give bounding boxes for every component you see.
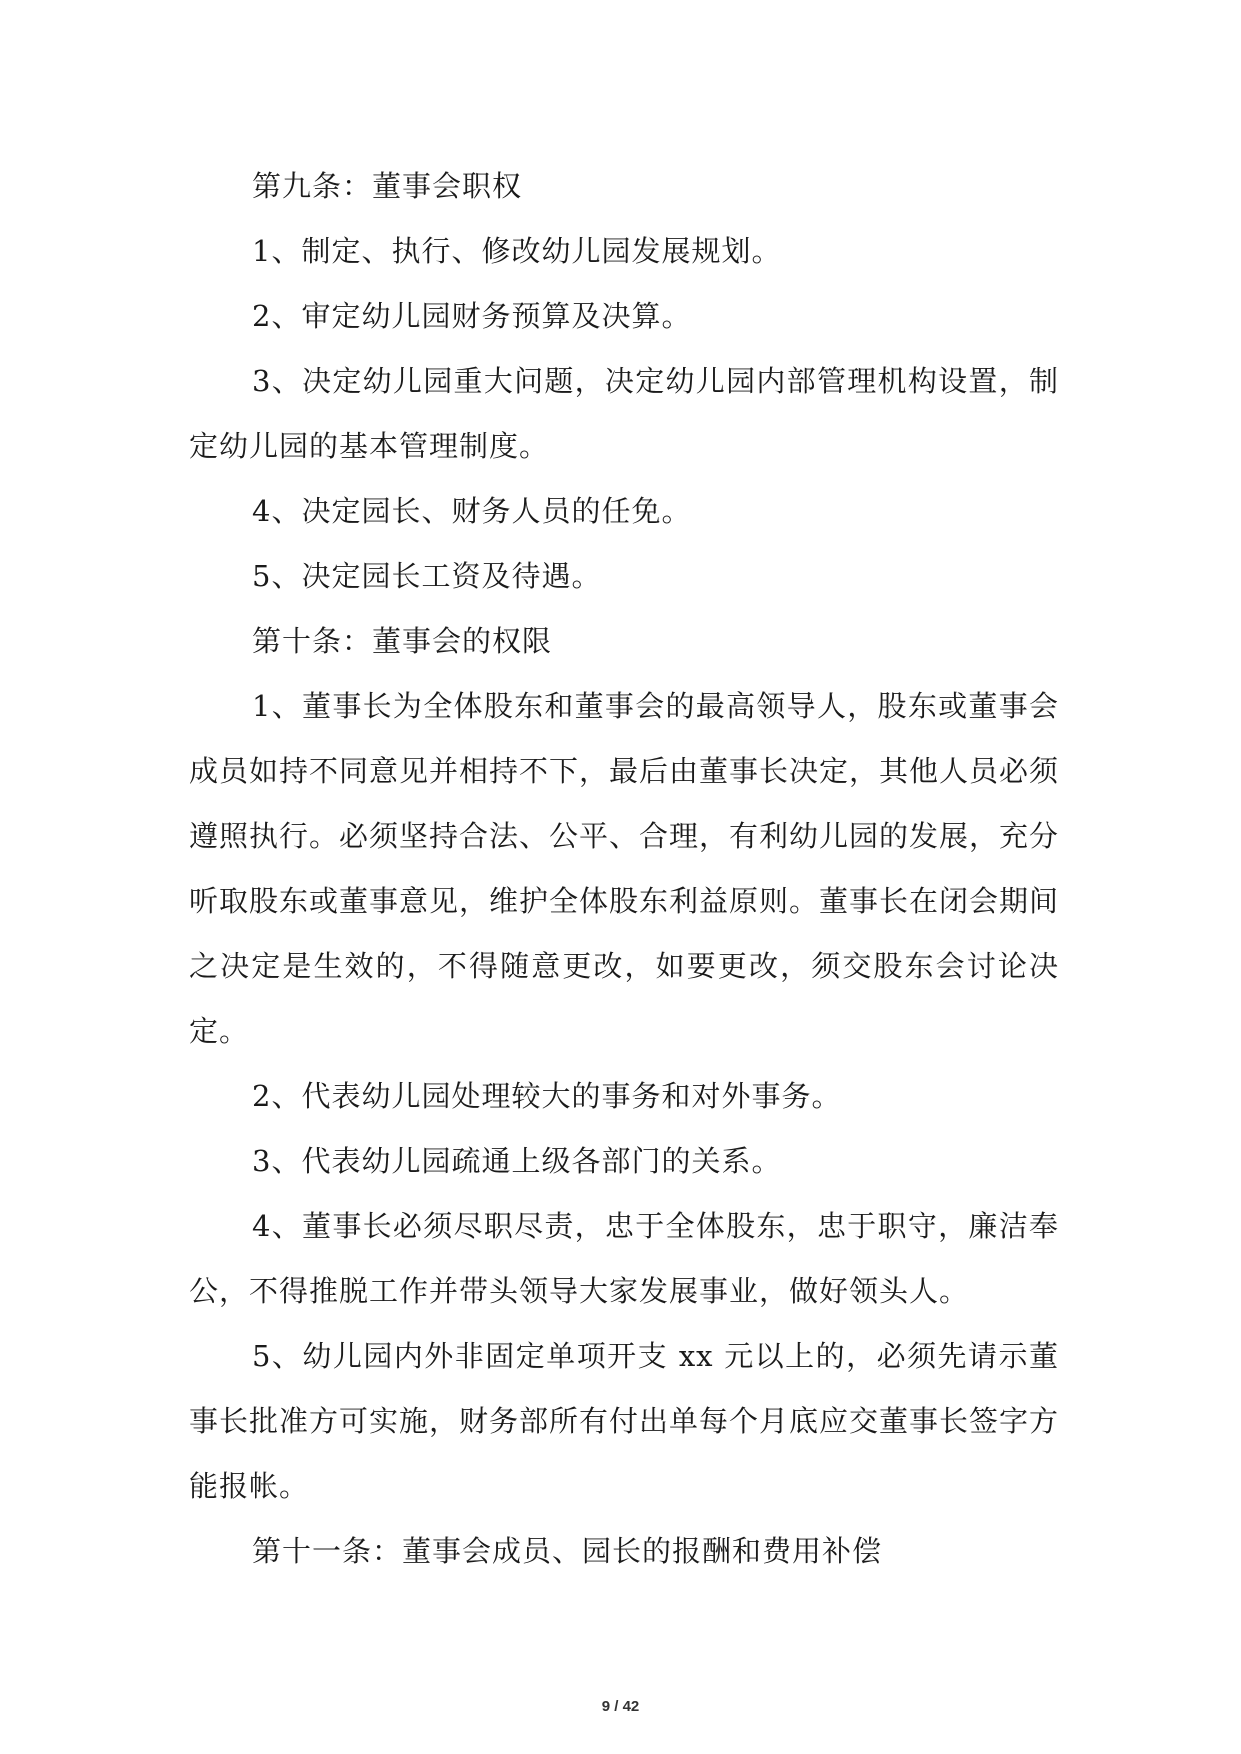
article-9-heading: 第九条：董事会职权 (252, 169, 523, 203)
article-10-item-1: 1、董事长为全体股东和董事会的最高领导人，股东或董事会成员如持不同意见并相持不下，最后由董事长决定，其他人员必须遵照执行。必须坚持合法、公平、合理，有利幼儿园的发展，充分听取股东或董事意见，维护全体股东利益原则。董事长在闭会期间之决定是生效的，不得随意更改，如要更改，须交股东会讨论决定。 (189, 689, 1060, 1048)
article-9-item-4: 4、决定园长、财务人员的任免。 (252, 494, 692, 528)
article-9-item-3: 3、决定幼儿园重大问题，决定幼儿园内部管理机构设置，制定幼儿园的基本管理制度。 (189, 364, 1059, 463)
article-10-item-4: 4、董事长必须尽职尽责，忠于全体股东，忠于职守，廉洁奉公，不得推脱工作并带头领导大家发展事业，做好领头人。 (189, 1209, 1059, 1308)
article-9-item-1: 1、制定、执行、修改幼儿园发展规划。 (252, 234, 782, 268)
article-10-item-5: 5、幼儿园内外非固定单项开支 xx 元以上的，必须先请示董事长批准方可实施，财务部所有付出单每个月底应交董事长签字方能报帐。 (189, 1339, 1060, 1503)
article-9-item-2: 2、审定幼儿园财务预算及决算。 (252, 299, 692, 333)
article-9-item-5: 5、决定园长工资及待遇。 (252, 559, 602, 593)
document-body (189, 154, 1059, 1584)
article-11-heading: 第十一条：董事会成员、园长的报酬和费用补偿 (252, 1534, 883, 1568)
article-10-heading: 第十条：董事会的权限 (252, 624, 553, 658)
article-10-item-2: 2、代表幼儿园处理较大的事务和对外事务。 (252, 1079, 842, 1113)
article-10-item-3: 3、代表幼儿园疏通上级各部门的关系。 (252, 1144, 782, 1178)
page-number: 9 / 42 (601, 1698, 640, 1715)
